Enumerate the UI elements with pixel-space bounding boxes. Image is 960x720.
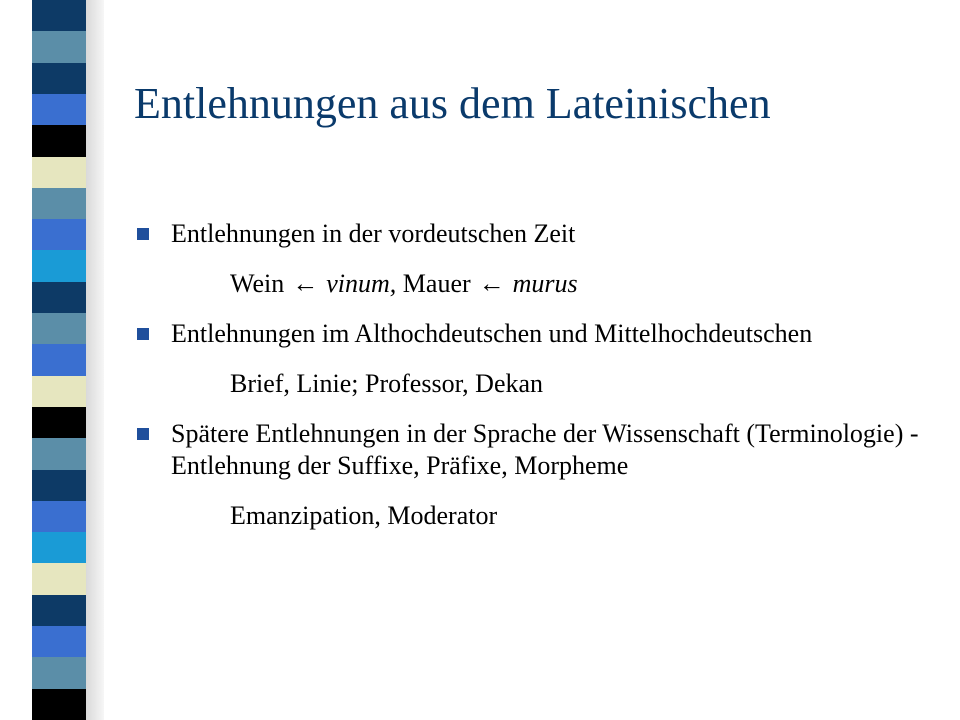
bullet-item bbox=[137, 418, 937, 482]
bullet-item bbox=[137, 218, 937, 250]
stripe-block bbox=[32, 125, 86, 157]
bullet-text: Entlehnungen in der vordeutschen Zeit bbox=[171, 219, 576, 248]
stripe-block bbox=[32, 532, 86, 564]
left-arrow-icon: ← bbox=[478, 269, 505, 298]
stripe-block bbox=[32, 344, 86, 376]
stripe-block bbox=[32, 31, 86, 63]
decorative-stripe bbox=[32, 0, 86, 720]
stripe-block bbox=[32, 313, 86, 345]
stripe-block bbox=[32, 94, 86, 126]
stripe-block bbox=[32, 470, 86, 502]
example-line: Brief, Linie; Professor, Dekan bbox=[230, 369, 544, 398]
latin-source: vinum, bbox=[326, 269, 397, 298]
slide-body bbox=[137, 218, 937, 550]
slide-title: Entlehnungen aus dem Lateinischen bbox=[134, 79, 771, 128]
stripe-block bbox=[32, 188, 86, 220]
left-arrow-icon: ← bbox=[292, 269, 319, 298]
bullet-text: Entlehnungen im Althochdeutschen und Mittelhochdeutschen bbox=[171, 319, 813, 348]
stripe-block bbox=[32, 438, 86, 470]
stripe-block bbox=[32, 282, 86, 314]
square-bullet-icon bbox=[137, 228, 149, 240]
stripe-block bbox=[32, 0, 86, 32]
stripe-block bbox=[32, 407, 86, 439]
stripe-shadow bbox=[86, 0, 104, 720]
stripe-block bbox=[32, 657, 86, 689]
stripe-block bbox=[32, 626, 86, 658]
square-bullet-icon bbox=[137, 328, 149, 340]
stripe-block bbox=[32, 219, 86, 251]
example-word: Wein bbox=[230, 269, 285, 298]
stripe-block bbox=[32, 157, 86, 189]
stripe-block bbox=[32, 63, 86, 95]
square-bullet-icon bbox=[137, 428, 149, 440]
bullet-text: Spätere Entlehnungen in der Sprache der Wissenschaft (Terminologie) - Entlehnung der Suffixe, Präfixe, Morpheme bbox=[171, 419, 919, 480]
bullet-item bbox=[137, 318, 937, 350]
stripe-block bbox=[32, 595, 86, 627]
example-line bbox=[137, 268, 937, 300]
stripe-block bbox=[32, 563, 86, 595]
latin-source: murus bbox=[512, 269, 578, 298]
stripe-block bbox=[32, 376, 86, 408]
example-line: Emanzipation, Moderator bbox=[230, 501, 498, 530]
example-word: Mauer bbox=[402, 269, 471, 298]
stripe-block bbox=[32, 689, 86, 720]
stripe-block bbox=[32, 250, 86, 282]
stripe-block bbox=[32, 501, 86, 533]
